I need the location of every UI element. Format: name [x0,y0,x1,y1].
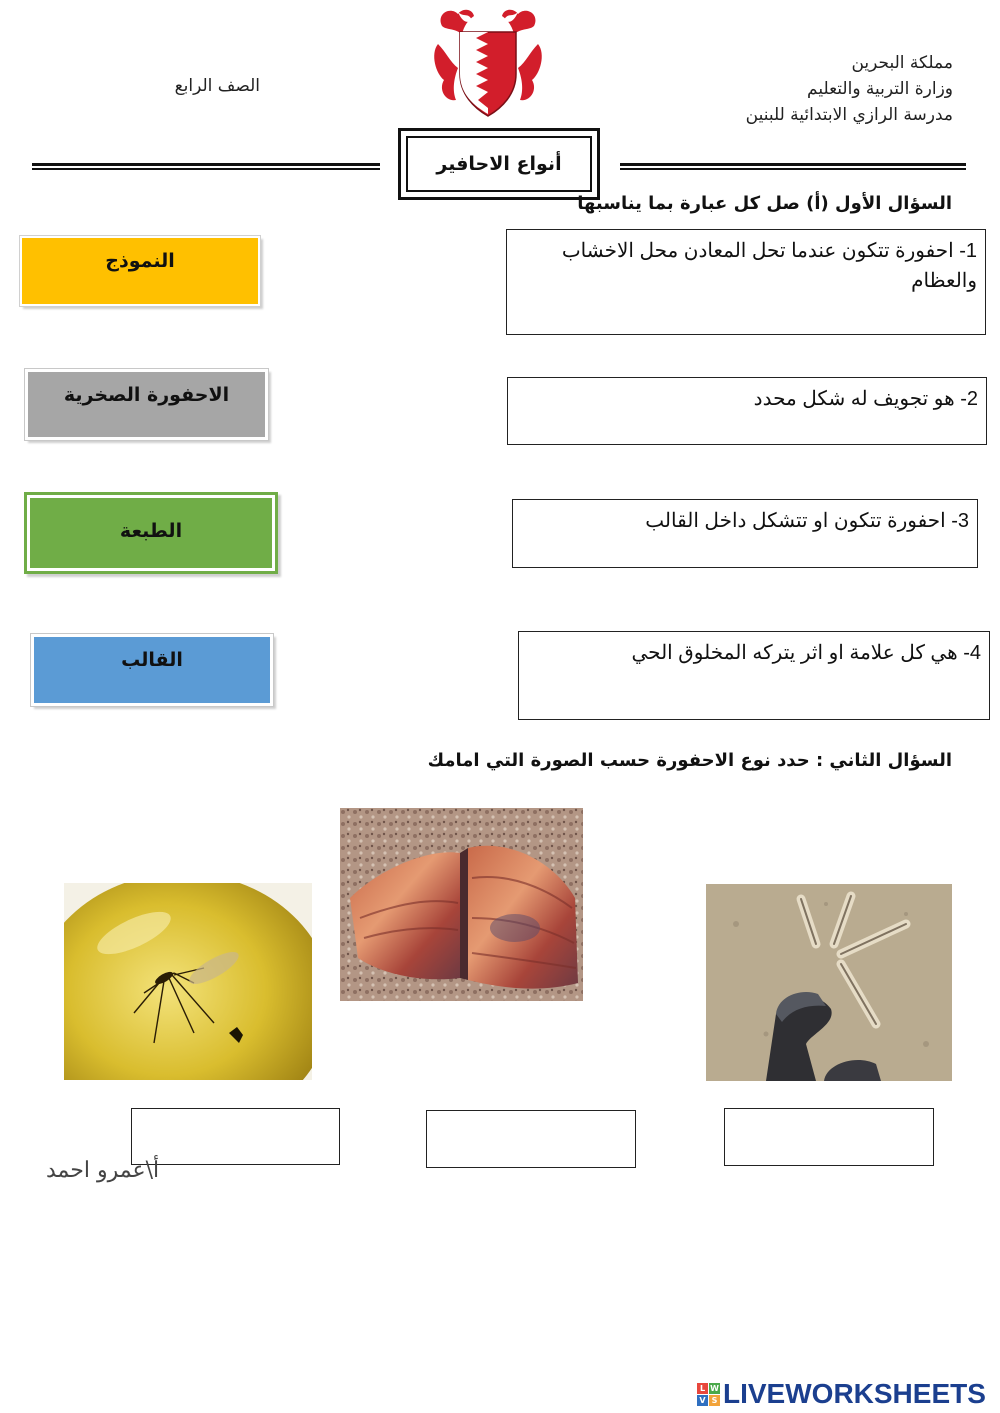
header-rule-left [32,163,380,170]
grade-label: الصف الرابع [174,76,260,96]
statement-4: 4- هي كل علامة او اثر يتركه المخلوق الحي [518,631,990,720]
liveworksheets-badge-icon [697,1383,720,1406]
worksheet-title: أنواع الاحافير [436,153,562,175]
statement-1: 1- احفورة تتكون عندما تحل المعادن محل الاخشاب والعظام [506,229,986,335]
header-line-ministry: وزارة التربية والتعليم [807,79,953,99]
badge-letter-1: L [697,1383,708,1394]
answer-box-petrified-wood[interactable] [426,1110,636,1168]
insect-in-amber-photo [64,883,312,1080]
teacher-signature: أ\عمرو احمد [46,1158,160,1183]
badge-letter-2: W [710,1383,719,1393]
term-imprint-label: الطبعة [119,520,183,542]
dinosaur-footprint-photo [706,884,952,1081]
term-rock-fossil[interactable] [25,369,268,440]
bahrain-emblem-icon [428,4,548,124]
badge-letter-4: S [709,1395,720,1406]
header-line-kingdom: مملكة البحرين [851,53,953,73]
statement-2: 2- هو تجويف له شكل محدد [507,377,987,445]
liveworksheets-logo[interactable] [697,1377,997,1411]
question2-title: السؤال الثاني : حدد نوع الاحفورة حسب الصورة التي امامك [427,750,952,771]
term-mold[interactable] [31,634,273,706]
answer-box-amber[interactable] [131,1108,340,1165]
term-rock-fossil-label: الاحفورة الصخرية [63,383,230,406]
badge-letter-3: V [697,1395,708,1406]
term-model[interactable] [20,236,260,306]
worksheet-title-box [398,128,600,200]
liveworksheets-text: LIVEWORKSHEETS [723,1378,986,1409]
question1-title: السؤال الأول (أ) صل كل عبارة بما يناسبها [577,193,952,214]
term-mold-label: القالب [121,649,183,671]
petrified-wood-photo [340,808,583,1001]
answer-box-footprint[interactable] [724,1108,934,1166]
term-model-label: النموذج [105,250,175,272]
ministry-header [633,50,953,128]
term-imprint[interactable] [24,492,278,574]
header-rule-right [620,163,966,170]
statement-3: 3- احفورة تتكون او تتشكل داخل القالب [512,499,978,568]
header-line-school: مدرسة الرازي الابتدائية للبنين [745,105,953,125]
